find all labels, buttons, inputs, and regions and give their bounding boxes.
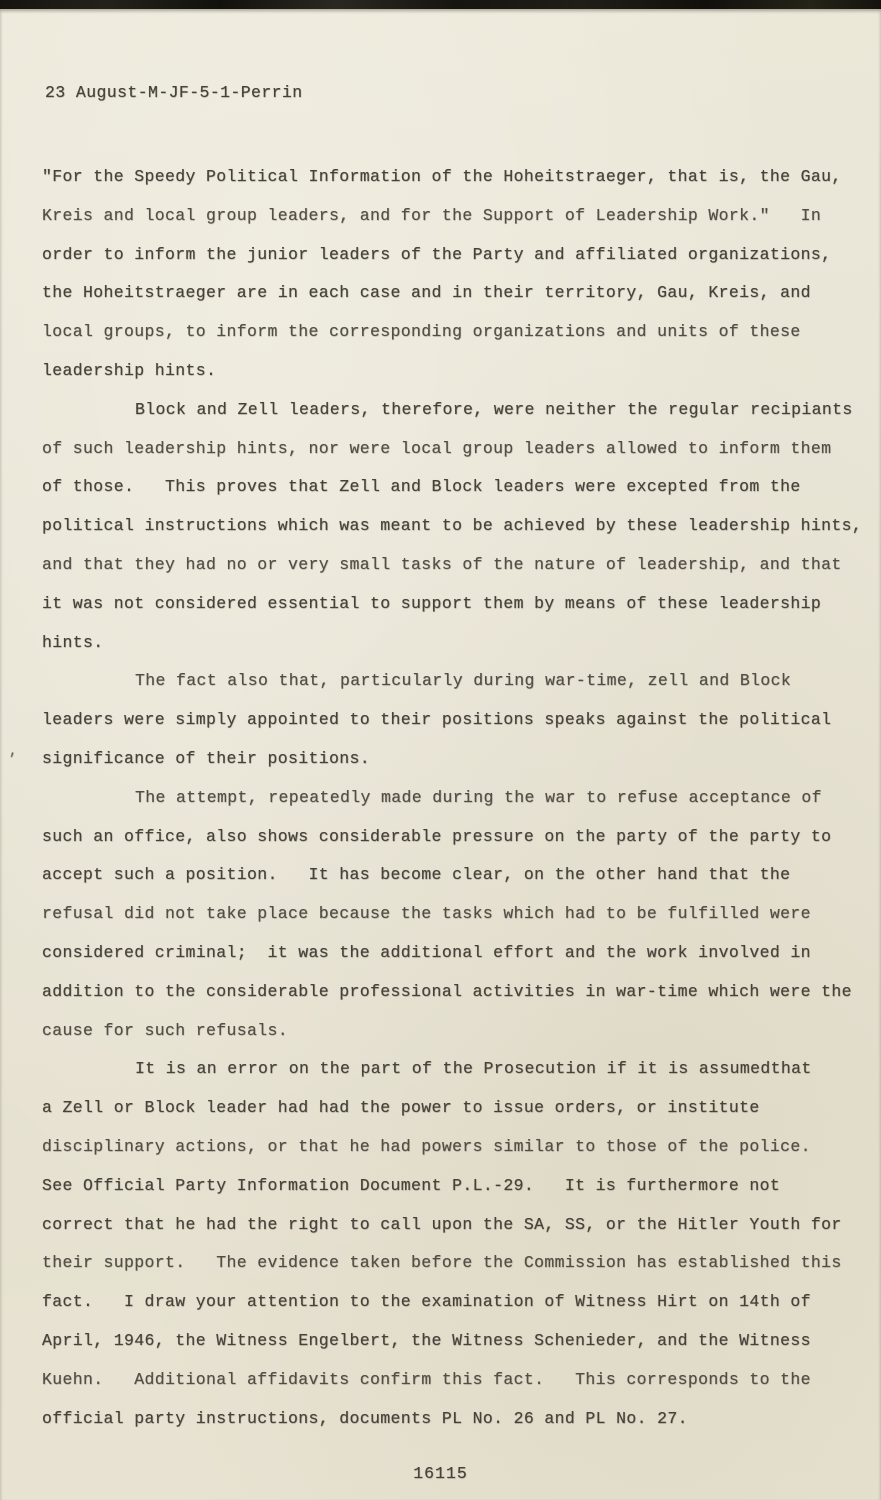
page-number: 16115 [413, 1464, 468, 1483]
text-line: political instructions which was meant to be achieved by these leadership hints, [42, 516, 863, 536]
text-line: disciplinary actions, or that he had powers similar to those of the police. [42, 1136, 811, 1156]
text-line: such an office, also shows considerable pressure on the party of the party to [42, 826, 832, 846]
text-line: Block and Zell leaders, therefore, were neither the regular recipiants [135, 399, 853, 419]
text-line: leadership hints. [42, 360, 217, 380]
text-line: The attempt, repeatedly made during the war to refuse acceptance of [135, 787, 822, 807]
text-line: It is an error on the part of the Prosecution if it is assumedthat [135, 1059, 812, 1079]
text-line: the Hoheitstraeger are in each case and in their territory, Gau, Kreis, and [42, 283, 811, 303]
ink-stray-mark: ' [3, 750, 18, 769]
text-line: "For the Speedy Political Information of the Hoheitstraeger, that is, the Gau, [42, 167, 842, 186]
text-line: addition to the considerable professional activities in war-time which were the [42, 981, 852, 1001]
text-line: Kreis and local group leaders, and for the Support of Leadership Work." In [42, 205, 822, 225]
text-line: hints. [42, 632, 104, 652]
text-line: Kuehn. Additional affidavits confirm this fact. This corresponds to the [42, 1369, 811, 1389]
text-line: local groups, to inform the corresponding organizations and units of these [42, 322, 801, 342]
text-line: considered criminal; it was the additional effort and the work involved in [42, 942, 811, 962]
text-line: a Zell or Block leader had had the power to issue orders, or institute [42, 1098, 760, 1118]
text-line: of such leadership hints, nor were local group leaders allowed to inform them [42, 438, 832, 458]
document-header: 23 August-M-JF-5-1-Perrin [45, 83, 303, 102]
text-line: of those. This proves that Zell and Block leaders were excepted from the [42, 477, 801, 497]
text-line: significance of their positions. [42, 748, 371, 768]
text-line: leaders were simply appointed to their positions speaks against the political [42, 710, 832, 730]
text-line: fact. I draw your attention to the examination of Witness Hirt on 14th of [42, 1292, 811, 1312]
text-line: refusal did not take place because the tasks which had to be fulfilled were [42, 904, 811, 924]
text-line: April, 1946, the Witness Engelbert, the Witness Schenieder, and the Witness [42, 1330, 811, 1350]
text-line: correct that he had the right to call upon the SA, SS, or the Hitler Youth for [42, 1214, 842, 1234]
document-page [0, 9, 881, 1500]
text-line: order to inform the junior leaders of the Party and affiliated organizations, [42, 244, 832, 264]
text-line: it was not considered essential to support them by means of these leadership [42, 593, 822, 613]
text-line: their support. The evidence taken before the Commission has established this [42, 1253, 842, 1273]
text-line: official party instructions, documents PL No. 26 and PL No. 27. [42, 1408, 688, 1428]
text-line: and that they had no or very small tasks of the nature of leadership, and that [42, 554, 842, 574]
text-line: accept such a position. It has become clear, on the other hand that the [42, 865, 791, 885]
text-line: The fact also that, particularly during war-time, zell and Block [135, 671, 792, 691]
text-line: See Official Party Information Document P.L.-29. It is furthermore not [42, 1175, 781, 1195]
text-line: cause for such refusals. [42, 1020, 289, 1040]
document-body [42, 158, 863, 1438]
